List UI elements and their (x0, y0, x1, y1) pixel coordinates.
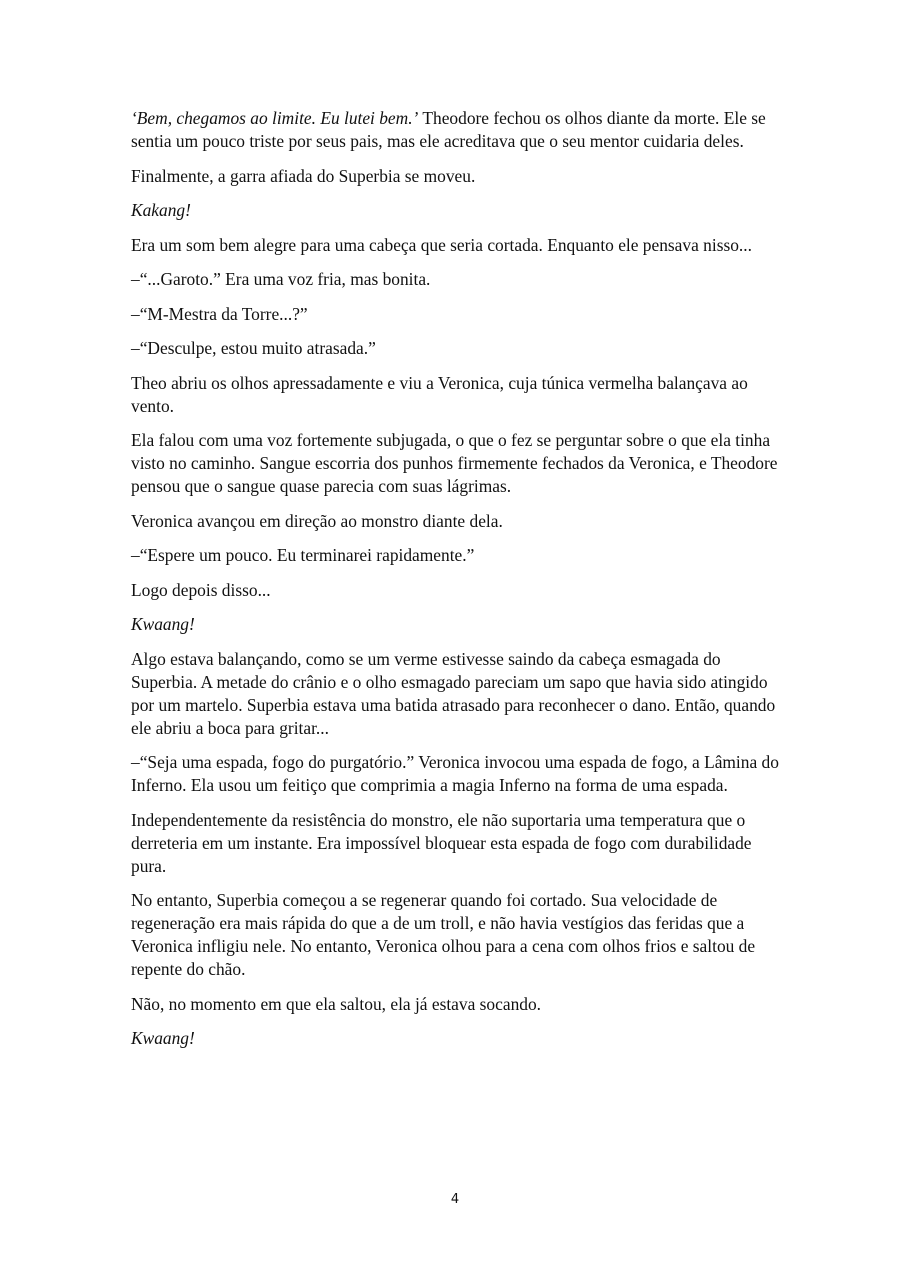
dialogue-line: –“...Garoto.” Era uma voz fria, mas bonita. (131, 269, 431, 289)
paragraph: Ela falou com uma voz fortemente subjugada, o que o fez se perguntar sobre o que ela tinha visto no caminho. Sangue escorria dos punhos firmemente fechados da Veronica, e Theodore pensou que o sangue quase parecia com suas lágrimas. (131, 430, 778, 496)
paragraph-text: Theodore fechou os olhos diante da morte. Ele se sentia um pouco triste por seus pais, mas ele acreditava que o seu mentor cuidaria deles. (131, 108, 766, 151)
body-text (131, 107, 783, 1062)
sound-effect: Kakang! (131, 200, 191, 220)
paragraph: No entanto, Superbia começou a se regenerar quando foi cortado. Sua velocidade de regeneração era mais rápida do que a de um troll, e não havia vestígios das feridas que a Veronica infligiu nele. No entanto, Veronica olhou para a cena com olhos frios e saltou de repente do chão. (131, 890, 756, 979)
paragraph: Era um som bem alegre para uma cabeça que seria cortada. Enquanto ele pensava nisso... (131, 234, 752, 255)
paragraph: Veronica avançou em direção ao monstro diante dela. (131, 510, 503, 531)
paragraph: Algo estava balançando, como se um verme estivesse saindo da cabeça esmagada do Superbia. A metade do crânio e o olho esmagado pareciam um sapo que havia sido atingido por um martelo. Superbia estava uma batida atrasado para reconhecer o dano. Então, quando ele abriu a boca para gritar... (131, 648, 776, 738)
dialogue-line: –“Desculpe, estou muito atrasada.” (131, 338, 376, 358)
dialogue-line: –“Seja uma espada, fogo do purgatório.” Veronica invocou uma espada de fogo, a Lâmina do Inferno. Ela usou um feitiço que comprimia a magia Inferno na forma de uma espada. (131, 752, 779, 795)
page-number: 4 (450, 1192, 460, 1207)
paragraph: Não, no momento em que ela saltou, ela já estava socando. (131, 993, 541, 1014)
dialogue-line: –“Espere um pouco. Eu terminarei rapidamente.” (131, 545, 475, 565)
inner-thought: ‘Bem, chegamos ao limite. Eu lutei bem.’ (131, 108, 419, 128)
paragraph: Independentemente da resistência do monstro, ele não suportaria uma temperatura que o derreteria em um instante. Era impossível bloquear esta espada de fogo com durabilidade pura. (131, 809, 752, 876)
paragraph: Logo depois disso... (131, 579, 271, 600)
sound-effect: Kwaang! (131, 1028, 195, 1048)
paragraph (131, 107, 783, 153)
paragraph: Finalmente, a garra afiada do Superbia se moveu. (131, 165, 476, 186)
paragraph: Theo abriu os olhos apressadamente e viu a Veronica, cuja túnica vermelha balançava ao vento. (131, 372, 748, 416)
sound-effect: Kwaang! (131, 614, 195, 634)
dialogue-line: –“M-Mestra da Torre...?” (131, 303, 308, 324)
